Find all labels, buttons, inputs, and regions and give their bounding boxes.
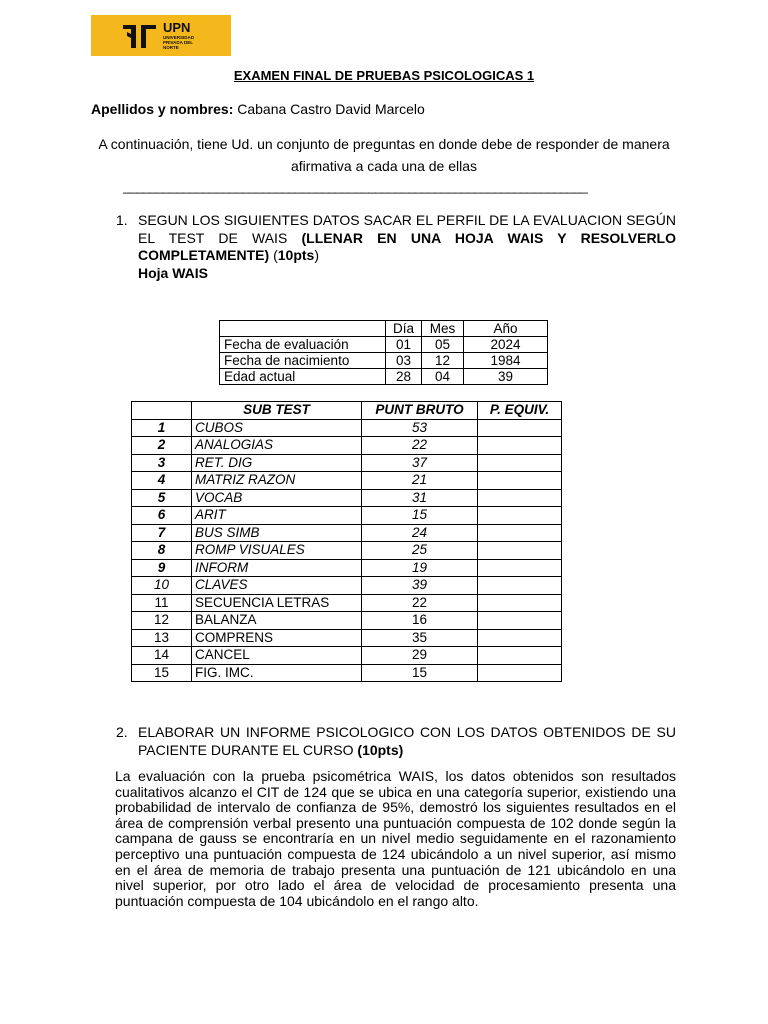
psychological-report: La evaluación con la prueba psicométrica WAIS, los datos obtenidos son resultados cualitativos alcanzo el CIT de 124 que se ubica en una categoría superior, existiendo una probabilidad de intervalo de confianza de 95%, demostró los siguientes resultados en el área de comprensión verbal presento una puntuación compuesta de 102 donde según la campana de gauss se encontraría en un nivel medio seguidamente en el razonamiento perceptivo una puntuación compuesta de 124 ubicándolo a un nivel superior, así mismo en el área de memoria de trabajo presenta una puntuación de 121 ubicándolo en una nivel superior, por otro lado el área de velocidad de procesamiento presenta una puntuación compuesta de 104 ubicándolo en el rango alto. xyxy=(115,768,676,909)
day-cell: 28 xyxy=(386,369,422,385)
row-number: 5 xyxy=(132,489,192,507)
table-row xyxy=(220,353,548,369)
question-1-points: 10pts xyxy=(277,247,315,263)
raw-score: 15 xyxy=(362,664,478,682)
university-logo xyxy=(91,15,231,56)
subtest-name: BUS SIMB xyxy=(192,524,362,542)
row-number: 10 xyxy=(132,577,192,595)
row-number: 13 xyxy=(132,629,192,647)
subtest-name: MATRIZ RAZON xyxy=(192,472,362,490)
subtest-name: CANCEL xyxy=(192,647,362,665)
question-1-paren-close: ) xyxy=(314,247,319,263)
table-row xyxy=(132,437,562,455)
subtest-name: ROMP VISUALES xyxy=(192,542,362,560)
month-cell: 04 xyxy=(422,369,464,385)
question-1-paren-open: ( xyxy=(269,247,278,263)
table-row xyxy=(132,507,562,525)
subtest-name: CUBOS xyxy=(192,419,362,437)
equivalent-score[interactable] xyxy=(478,489,562,507)
year-cell: 1984 xyxy=(464,353,548,369)
question-2-text: ELABORAR UN INFORME PSICOLOGICO CON LOS DATOS OBTENIDOS DE SU PACIENTE DURANTE EL CURSO xyxy=(138,724,676,758)
equivalent-score[interactable] xyxy=(478,647,562,665)
raw-score: 16 xyxy=(362,612,478,630)
subtest-name: ARIT xyxy=(192,507,362,525)
table-row xyxy=(132,542,562,560)
student-name-line xyxy=(91,101,425,117)
table-row xyxy=(132,524,562,542)
row-number: 9 xyxy=(132,559,192,577)
table-row xyxy=(132,577,562,595)
raw-score: 29 xyxy=(362,647,478,665)
table-row xyxy=(132,559,562,577)
header-subtest: SUB TEST xyxy=(192,402,362,420)
month-cell: 12 xyxy=(422,353,464,369)
month-cell: 05 xyxy=(422,337,464,353)
subtest-name: CLAVES xyxy=(192,577,362,595)
subtest-name: ANALOGIAS xyxy=(192,437,362,455)
raw-score: 24 xyxy=(362,524,478,542)
row-number: 12 xyxy=(132,612,192,630)
question-2-number: 2. xyxy=(116,724,128,740)
student-name: Cabana Castro David Marcelo xyxy=(237,101,425,117)
subtest-name: SECUENCIA LETRAS xyxy=(192,594,362,612)
year-cell: 2024 xyxy=(464,337,548,353)
row-label: Fecha de evaluación xyxy=(220,337,386,353)
dates-header-day: Día xyxy=(386,321,422,337)
subtest-name: COMPRENS xyxy=(192,629,362,647)
student-label: Apellidos y nombres: xyxy=(91,101,234,117)
table-row xyxy=(132,612,562,630)
row-number: 4 xyxy=(132,472,192,490)
subtest-name: RET. DIG xyxy=(192,454,362,472)
row-number: 7 xyxy=(132,524,192,542)
exam-title: EXAMEN FINAL DE PRUEBAS PSICOLOGICAS 1 xyxy=(233,68,535,83)
header-equivalent: P. EQUIV. xyxy=(478,402,562,420)
table-row xyxy=(132,419,562,437)
subtest-name: VOCAB xyxy=(192,489,362,507)
equivalent-score[interactable] xyxy=(478,419,562,437)
equivalent-score[interactable] xyxy=(478,629,562,647)
question-1-body xyxy=(138,212,676,282)
question-1-number: 1. xyxy=(116,212,128,228)
raw-score: 21 xyxy=(362,472,478,490)
row-number: 8 xyxy=(132,542,192,560)
year-cell: 39 xyxy=(464,369,548,385)
table-row xyxy=(132,629,562,647)
equivalent-score[interactable] xyxy=(478,507,562,525)
instructions: A continuación, tiene Ud. un conjunto de preguntas en donde debe de responder de manera afirmativa a cada una de ellas xyxy=(98,136,670,174)
raw-score: 25 xyxy=(362,542,478,560)
equivalent-score[interactable] xyxy=(478,524,562,542)
row-label: Edad actual xyxy=(220,369,386,385)
equivalent-score[interactable] xyxy=(478,577,562,595)
scores-header-row xyxy=(132,402,562,420)
equivalent-score[interactable] xyxy=(478,559,562,577)
raw-score: 19 xyxy=(362,559,478,577)
row-number: 1 xyxy=(132,419,192,437)
header-index xyxy=(132,402,192,420)
dates-header-month: Mes xyxy=(422,321,464,337)
question-1-text: SEGUN LOS SIGUIENTES DATOS SACAR EL PERFIL DE LA EVALUACION SEGÚN EL TEST DE WAIS xyxy=(138,212,676,246)
equivalent-score[interactable] xyxy=(478,472,562,490)
subtest-name: FIG. IMC. xyxy=(192,664,362,682)
dates-table xyxy=(219,320,548,385)
question-2-points: (10pts) xyxy=(357,741,404,758)
scores-table xyxy=(131,401,562,682)
table-row xyxy=(132,664,562,682)
table-row xyxy=(132,472,562,490)
question-2-body xyxy=(138,724,676,759)
equivalent-score[interactable] xyxy=(478,612,562,630)
row-number: 6 xyxy=(132,507,192,525)
row-number: 14 xyxy=(132,647,192,665)
raw-score: 37 xyxy=(362,454,478,472)
raw-score: 22 xyxy=(362,437,478,455)
wais-sheet-label: Hoja WAIS xyxy=(138,264,209,281)
equivalent-score[interactable] xyxy=(478,542,562,560)
raw-score: 31 xyxy=(362,489,478,507)
table-row xyxy=(132,647,562,665)
raw-score: 53 xyxy=(362,419,478,437)
row-number: 11 xyxy=(132,594,192,612)
row-label: Fecha de nacimiento xyxy=(220,353,386,369)
row-number: 15 xyxy=(132,664,192,682)
day-cell: 01 xyxy=(386,337,422,353)
dates-header-year: Año xyxy=(464,321,548,337)
subtest-name: BALANZA xyxy=(192,612,362,630)
table-row xyxy=(132,594,562,612)
row-number: 3 xyxy=(132,454,192,472)
raw-score: 15 xyxy=(362,507,478,525)
subtest-name: INFORM xyxy=(192,559,362,577)
upn-emblem-icon xyxy=(121,22,161,49)
row-number: 2 xyxy=(132,437,192,455)
table-row xyxy=(220,337,548,353)
logo-name: UPN xyxy=(163,20,191,35)
table-row xyxy=(132,454,562,472)
raw-score: 22 xyxy=(362,594,478,612)
day-cell: 03 xyxy=(386,353,422,369)
table-row xyxy=(132,489,562,507)
raw-score: 39 xyxy=(362,577,478,595)
logo-subtitle: UNIVERSIDAD PRIVADA DEL NORTE xyxy=(163,35,195,50)
dates-header-cell xyxy=(220,321,386,337)
equivalent-score[interactable] xyxy=(478,454,562,472)
equivalent-score[interactable] xyxy=(478,664,562,682)
table-row xyxy=(220,369,548,385)
equivalent-score[interactable] xyxy=(478,437,562,455)
dates-header-row xyxy=(220,321,548,337)
equivalent-score[interactable] xyxy=(478,594,562,612)
header-raw-score: PUNT BRUTO xyxy=(362,402,478,420)
separator-line: ______________________________________________________________________ xyxy=(123,179,588,194)
question-1-instruction: (LLENAR EN UNA HOJA WAIS Y RESOLVERLO COMPLETAMENTE) xyxy=(138,229,676,263)
raw-score: 35 xyxy=(362,629,478,647)
